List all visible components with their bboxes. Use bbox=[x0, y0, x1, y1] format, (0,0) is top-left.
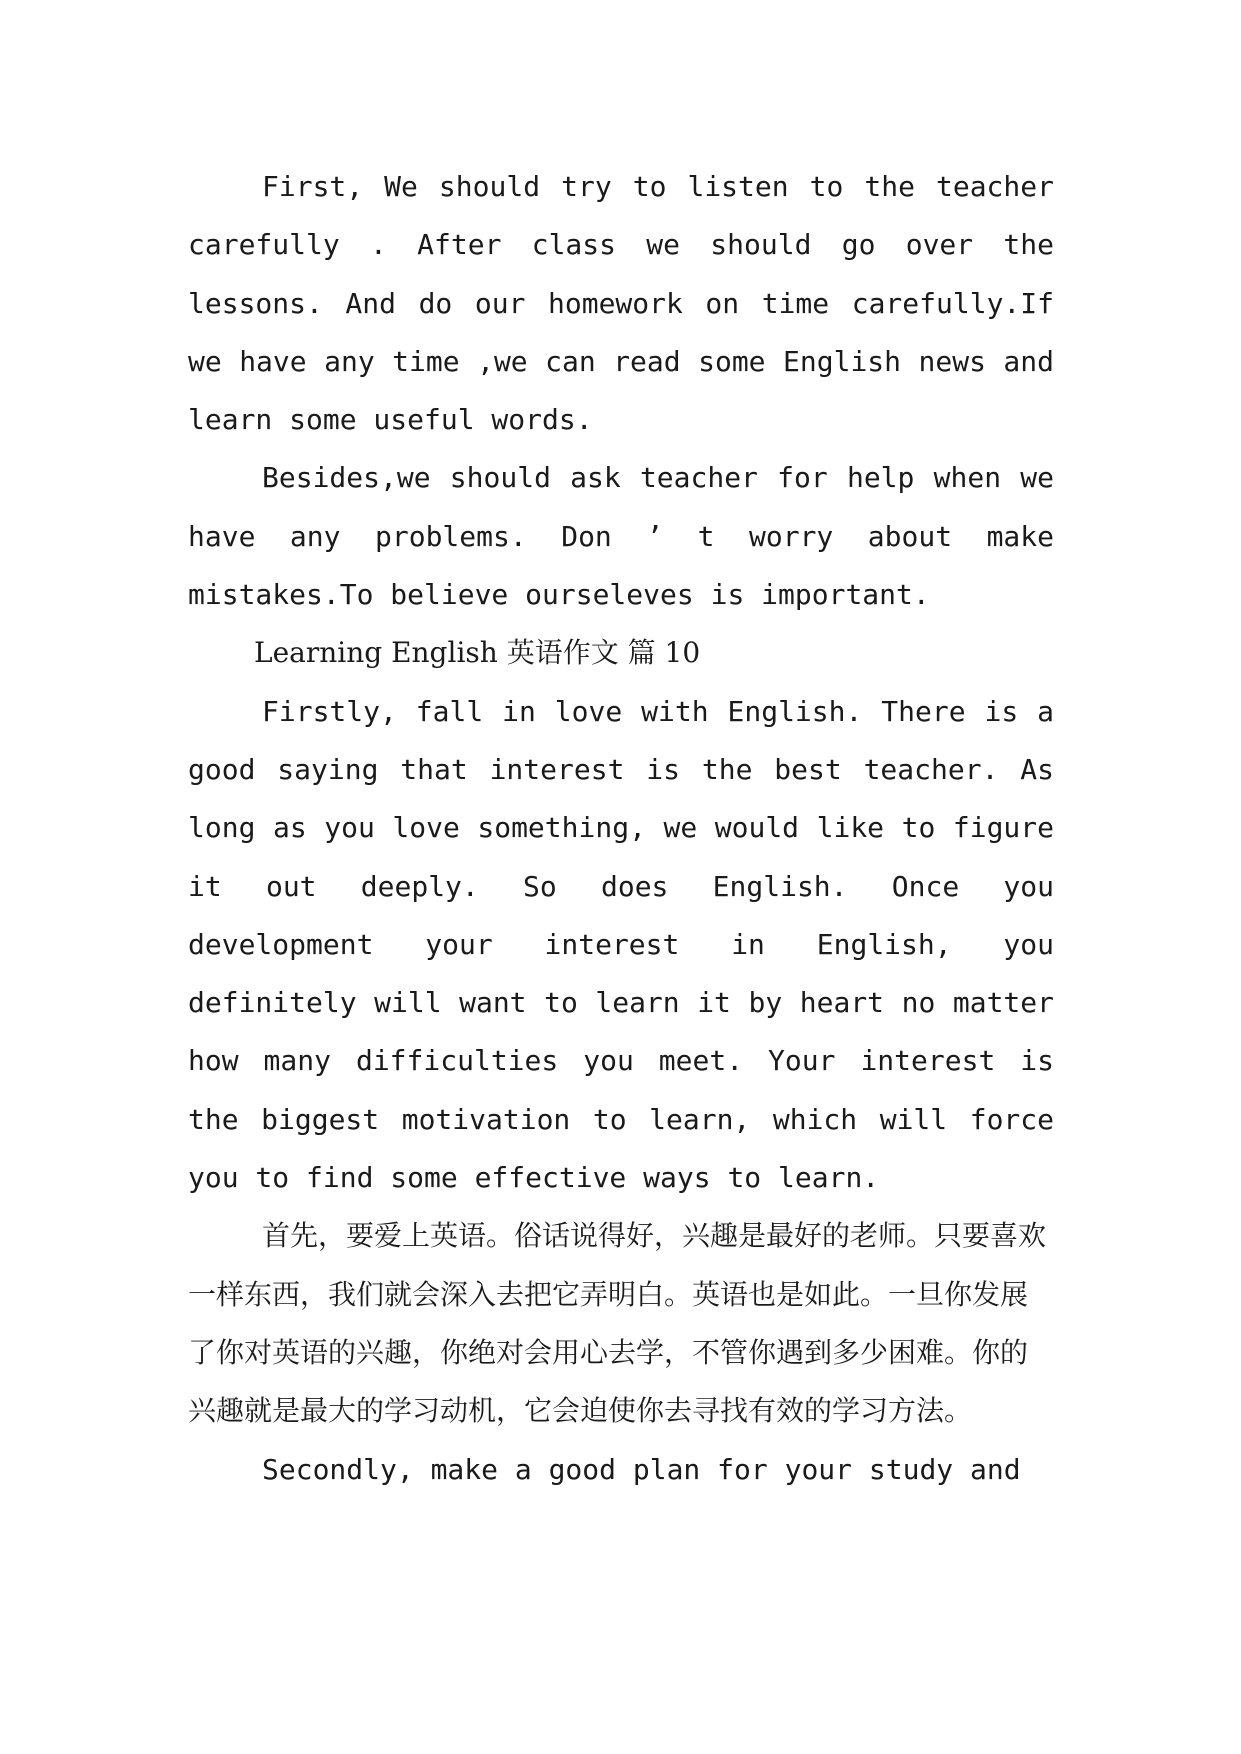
section-heading: Learning English 英语作文 篇 10 bbox=[254, 636, 701, 670]
paragraph-secondly-partial: Secondly, make a good plan for your study and bbox=[262, 1452, 1021, 1486]
paragraph-firstly-english: Firstly, fall in love with English. There is a good saying that interest is the best teacher. As long as you love something, we would like to figure it out deeply. So does English. Once you development your interest in English, you definitely will want to learn it by heart no matter how many difficulties you meet. Your interest is the biggest motivation to learn, which will force you to find some effective ways to learn. bbox=[188, 694, 1054, 1195]
paragraph-ask-for-help: Besides,we should ask teacher for help when we have any problems. Don ’ t worry about make mistakes.To believe ourseleves is important. bbox=[188, 461, 1054, 612]
paragraph-firstly-chinese: 首先，要爱上英语。俗话说得好，兴趣是最好的老师。只要喜欢一样东西，我们就会深入去把它弄明白。英语也是如此。一旦你发展了你对英语的兴趣，你绝对会用心去学，不管你遇到多少困难。你的兴趣就是最大的学习动机，它会迫使你去寻找有效的学习方法。 bbox=[188, 1219, 1047, 1428]
paragraph-study-habits: First, We should try to listen to the teacher carefully . After class we should go over the lessons. And do our homework on time carefully.If we have any time ,we can read some English news and learn some useful words. bbox=[188, 170, 1054, 437]
document-body bbox=[188, 158, 1054, 1499]
